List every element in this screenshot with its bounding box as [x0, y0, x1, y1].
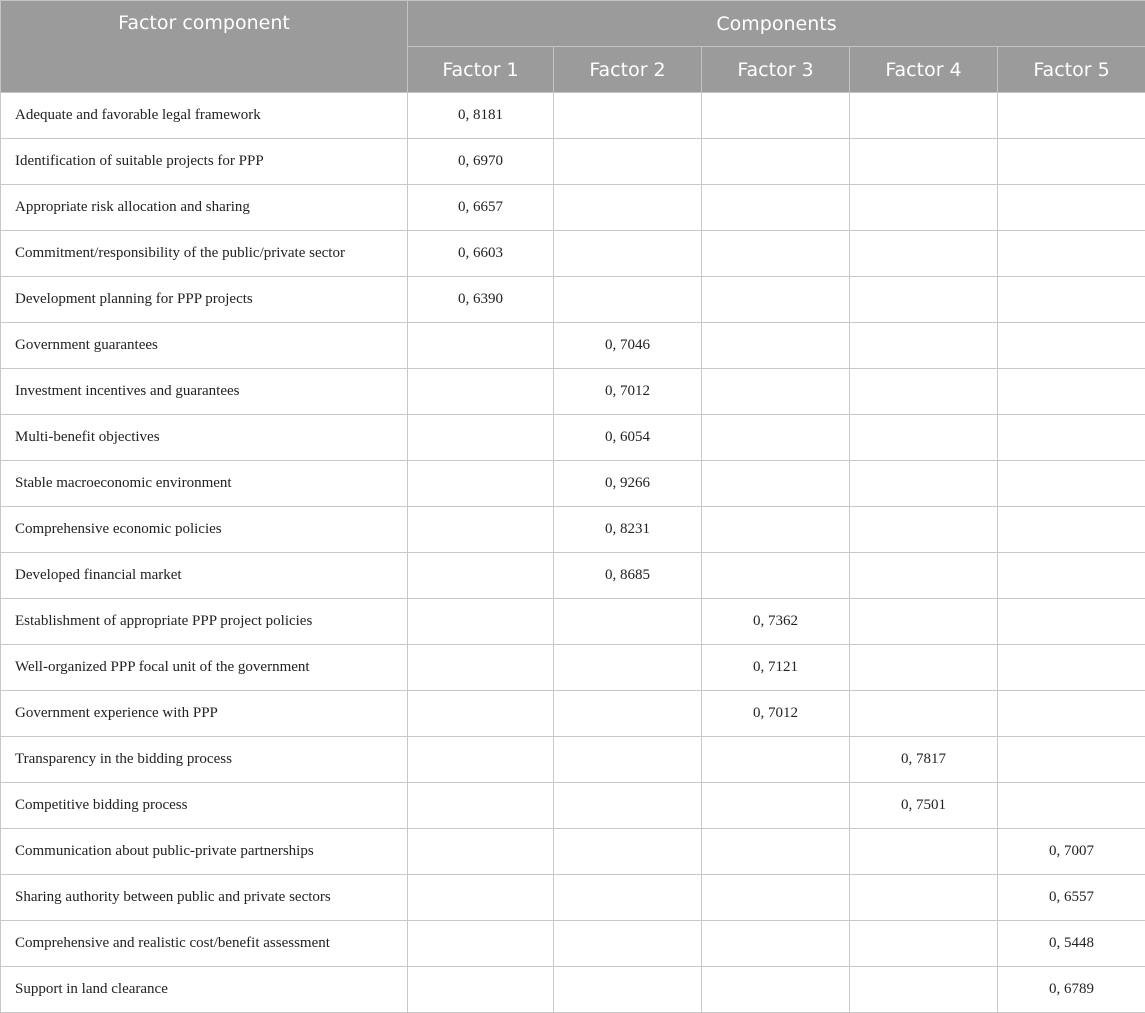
factor-name-cell: Comprehensive and realistic cost/benefit assessment [1, 921, 408, 967]
loading-value-cell [998, 691, 1145, 737]
factor-name-cell: Sharing authority between public and private sectors [1, 875, 408, 921]
loading-value-cell: 0, 7121 [702, 645, 850, 691]
loading-value-cell [850, 967, 998, 1013]
factor-name-cell: Support in land clearance [1, 967, 408, 1013]
loading-value-cell [408, 645, 554, 691]
loading-value-cell [554, 875, 702, 921]
factor-name-cell: Adequate and favorable legal framework [1, 93, 408, 139]
table-row [1, 369, 1145, 415]
table-header [1, 1, 1145, 93]
loading-value-cell: 0, 8181 [408, 93, 554, 139]
loading-value-cell [408, 921, 554, 967]
factor-name-cell: Communication about public-private partnerships [1, 829, 408, 875]
loading-value-cell [554, 783, 702, 829]
loading-value-cell [408, 507, 554, 553]
factor-name-cell: Investment incentives and guarantees [1, 369, 408, 415]
loading-value-cell: 0, 5448 [998, 921, 1145, 967]
loading-value-cell [554, 599, 702, 645]
loading-value-cell [850, 185, 998, 231]
factor-header: Factor 3 [702, 47, 850, 93]
loading-value-cell [850, 599, 998, 645]
table-row [1, 783, 1145, 829]
loading-value-cell [408, 829, 554, 875]
loading-value-cell [998, 93, 1145, 139]
loading-value-cell [702, 737, 850, 783]
table-row [1, 691, 1145, 737]
loading-value-cell [998, 507, 1145, 553]
loading-value-cell [998, 783, 1145, 829]
factor-header: Factor 5 [998, 47, 1145, 93]
header-row-top [1, 1, 1145, 47]
loading-value-cell [408, 599, 554, 645]
loading-value-cell [850, 231, 998, 277]
loading-value-cell: 0, 6970 [408, 139, 554, 185]
table-row [1, 829, 1145, 875]
loading-value-cell: 0, 7046 [554, 323, 702, 369]
loading-value-cell [702, 185, 850, 231]
loading-value-cell [408, 875, 554, 921]
factor-name-cell: Establishment of appropriate PPP project policies [1, 599, 408, 645]
loading-value-cell: 0, 7007 [998, 829, 1145, 875]
factor-name-cell: Developed financial market [1, 553, 408, 599]
table-row [1, 507, 1145, 553]
factor-name-cell: Multi-benefit objectives [1, 415, 408, 461]
loading-value-cell [702, 139, 850, 185]
table-row [1, 737, 1145, 783]
table-row [1, 599, 1145, 645]
loading-value-cell [998, 277, 1145, 323]
loading-value-cell: 0, 6603 [408, 231, 554, 277]
loading-value-cell [850, 415, 998, 461]
loading-value-cell [850, 645, 998, 691]
loading-value-cell [850, 691, 998, 737]
loading-value-cell [408, 461, 554, 507]
loading-value-cell [702, 553, 850, 599]
factor-name-cell: Competitive bidding process [1, 783, 408, 829]
factor-name-cell: Appropriate risk allocation and sharing [1, 185, 408, 231]
loading-value-cell [408, 967, 554, 1013]
loading-value-cell [554, 829, 702, 875]
factor-header: Factor 4 [850, 47, 998, 93]
loading-value-cell [702, 231, 850, 277]
loading-value-cell [408, 783, 554, 829]
table-row [1, 139, 1145, 185]
loading-value-cell [850, 507, 998, 553]
loading-value-cell: 0, 6390 [408, 277, 554, 323]
loading-value-cell: 0, 6054 [554, 415, 702, 461]
factor-name-cell: Commitment/responsibility of the public/private sector [1, 231, 408, 277]
table-row [1, 231, 1145, 277]
loading-value-cell [702, 875, 850, 921]
loading-value-cell [850, 369, 998, 415]
loading-value-cell [408, 323, 554, 369]
loading-value-cell [850, 461, 998, 507]
loading-value-cell [702, 921, 850, 967]
loading-value-cell [554, 277, 702, 323]
loading-value-cell [702, 323, 850, 369]
loading-value-cell [998, 415, 1145, 461]
loading-value-cell [702, 507, 850, 553]
loading-value-cell: 0, 7362 [702, 599, 850, 645]
factor-name-cell: Comprehensive economic policies [1, 507, 408, 553]
loading-value-cell [998, 231, 1145, 277]
factor-header: Factor 1 [408, 47, 554, 93]
factor-name-cell: Well-organized PPP focal unit of the government [1, 645, 408, 691]
loading-value-cell [554, 93, 702, 139]
table-body [1, 93, 1145, 1013]
loading-value-cell [998, 323, 1145, 369]
loading-value-cell [850, 139, 998, 185]
loading-value-cell: 0, 6657 [408, 185, 554, 231]
table-row [1, 323, 1145, 369]
loading-value-cell [850, 921, 998, 967]
loading-value-cell: 0, 9266 [554, 461, 702, 507]
factor-name-cell: Development planning for PPP projects [1, 277, 408, 323]
loading-value-cell [408, 691, 554, 737]
loading-value-cell [702, 829, 850, 875]
loading-value-cell [408, 369, 554, 415]
table-row [1, 921, 1145, 967]
factor-component-header: Factor component [1, 1, 408, 93]
loading-value-cell [408, 737, 554, 783]
loading-value-cell [850, 553, 998, 599]
loading-value-cell [702, 967, 850, 1013]
loading-value-cell [850, 829, 998, 875]
loading-value-cell [998, 185, 1145, 231]
loading-value-cell [702, 461, 850, 507]
loading-value-cell: 0, 8231 [554, 507, 702, 553]
loading-value-cell [554, 737, 702, 783]
loading-value-cell [702, 783, 850, 829]
loading-value-cell [554, 921, 702, 967]
table-row [1, 875, 1145, 921]
factor-header: Factor 2 [554, 47, 702, 93]
table-row [1, 553, 1145, 599]
factor-name-cell: Transparency in the bidding process [1, 737, 408, 783]
loading-value-cell: 0, 8685 [554, 553, 702, 599]
loading-value-cell [554, 967, 702, 1013]
loading-value-cell [998, 461, 1145, 507]
loading-value-cell [998, 645, 1145, 691]
loading-value-cell [554, 231, 702, 277]
table-row [1, 461, 1145, 507]
loading-value-cell [998, 599, 1145, 645]
loading-value-cell [702, 369, 850, 415]
loading-value-cell: 0, 6557 [998, 875, 1145, 921]
table-row [1, 93, 1145, 139]
loading-value-cell [702, 277, 850, 323]
table-row [1, 967, 1145, 1013]
loading-value-cell [998, 369, 1145, 415]
loading-value-cell [998, 553, 1145, 599]
loading-value-cell [702, 415, 850, 461]
loading-value-cell [702, 93, 850, 139]
loading-value-cell [998, 139, 1145, 185]
loading-value-cell [408, 553, 554, 599]
table-row [1, 645, 1145, 691]
factor-name-cell: Stable macroeconomic environment [1, 461, 408, 507]
table-row [1, 185, 1145, 231]
loading-value-cell [850, 875, 998, 921]
factor-name-cell: Government experience with PPP [1, 691, 408, 737]
loading-value-cell: 0, 7012 [554, 369, 702, 415]
table-row [1, 415, 1145, 461]
table-row [1, 277, 1145, 323]
loading-value-cell [554, 185, 702, 231]
loading-value-cell [850, 323, 998, 369]
loading-value-cell [554, 645, 702, 691]
factor-name-cell: Government guarantees [1, 323, 408, 369]
loading-value-cell: 0, 7501 [850, 783, 998, 829]
loading-value-cell [554, 139, 702, 185]
loading-value-cell [554, 691, 702, 737]
loading-value-cell: 0, 7817 [850, 737, 998, 783]
loading-value-cell: 0, 6789 [998, 967, 1145, 1013]
loading-value-cell [998, 737, 1145, 783]
loading-value-cell [850, 93, 998, 139]
loading-value-cell [408, 415, 554, 461]
factor-name-cell: Identification of suitable projects for PPP [1, 139, 408, 185]
loading-value-cell [850, 277, 998, 323]
loading-value-cell: 0, 7012 [702, 691, 850, 737]
components-header: Components [408, 1, 1145, 47]
